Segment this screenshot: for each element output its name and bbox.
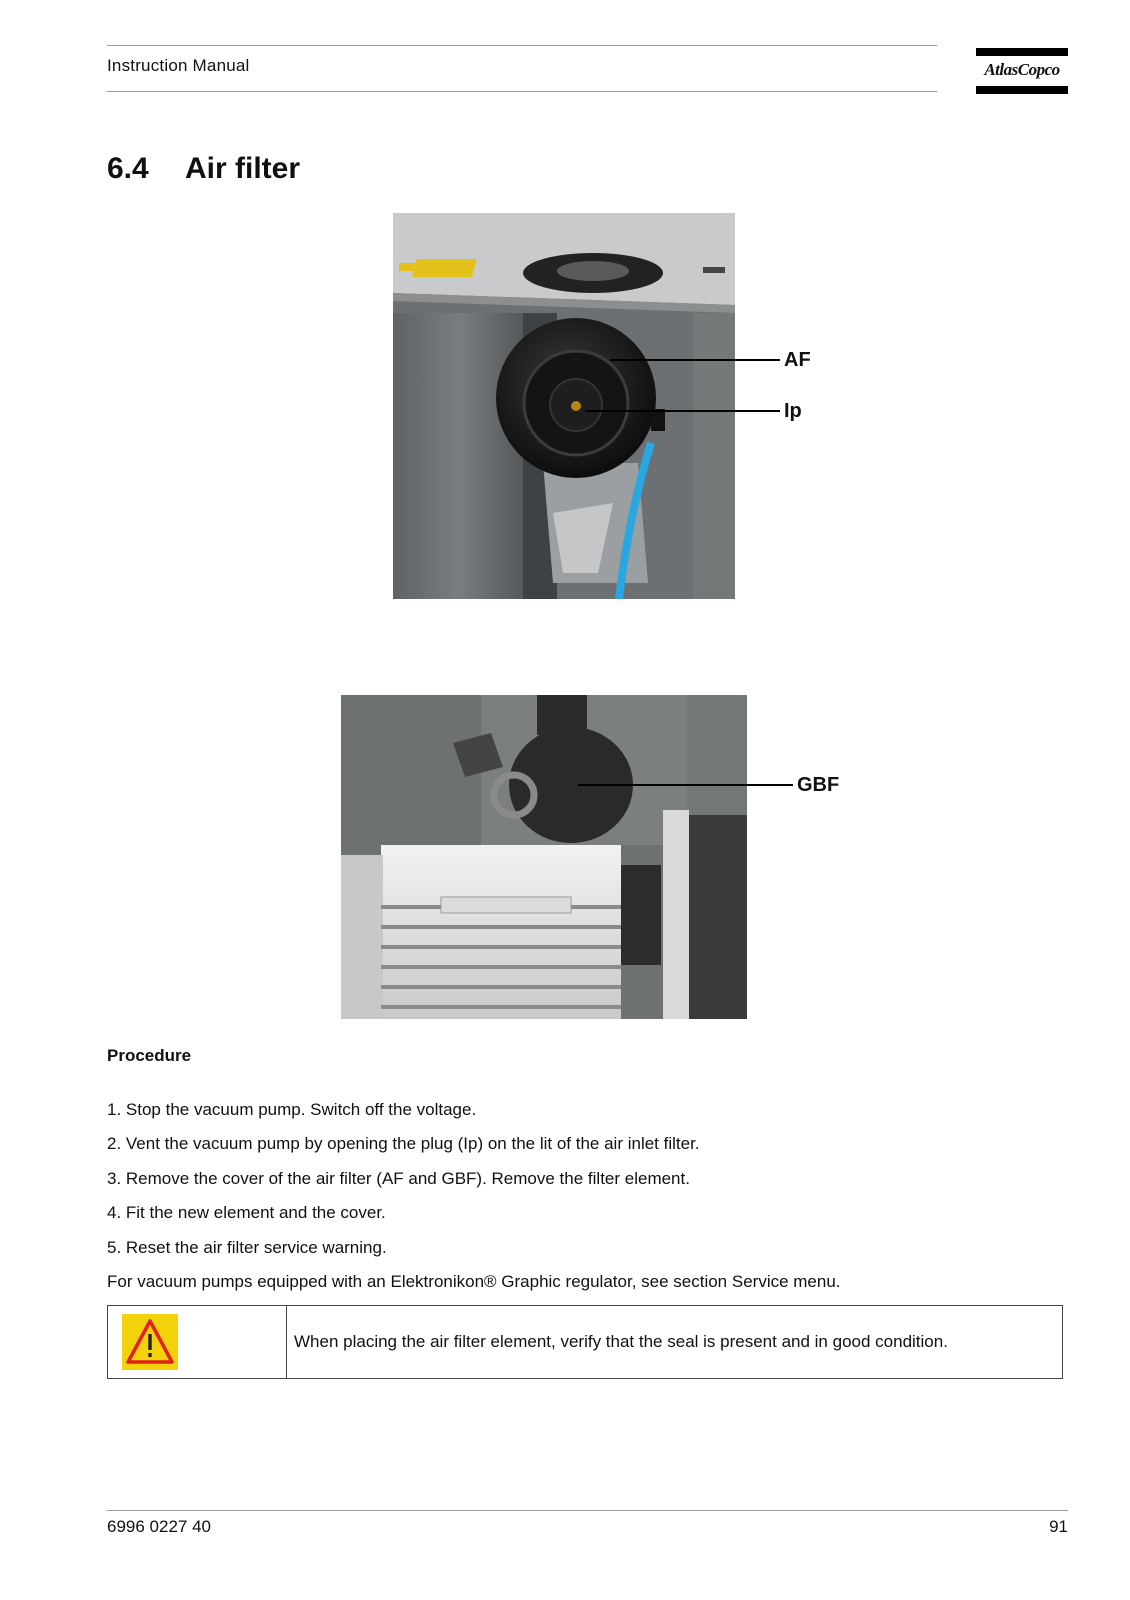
warning-icon-cell: [108, 1306, 287, 1378]
gbf-filter-illustration: [341, 695, 747, 1019]
procedure-step-5: 5. Reset the air filter service warning.: [107, 1238, 387, 1257]
section-heading: Air filter: [185, 152, 301, 185]
procedure-heading: Procedure: [107, 1046, 192, 1065]
air-filter-figure: [393, 213, 735, 599]
header-bottom-rule: [107, 91, 937, 92]
header-top-rule: [107, 45, 937, 46]
procedure-step-1: 1. Stop the vacuum pump. Switch off the voltage.: [107, 1100, 477, 1119]
warning-table: [107, 1305, 1063, 1379]
procedure-note: For vacuum pumps equipped with an Elektronikon® Graphic regulator, see section Service menu.: [107, 1272, 841, 1291]
ip-callout-label: Ip: [784, 400, 802, 422]
footer-doc-number: 6996 0227 40: [107, 1517, 211, 1536]
footer-rule: [107, 1510, 1068, 1511]
ip-callout-line: [585, 410, 780, 412]
logo-wordmark: AtlasCopco: [984, 60, 1060, 79]
procedure-step-2: 2. Vent the vacuum pump by opening the plug (Ip) on the lit of the air inlet filter.: [107, 1134, 700, 1153]
footer-page-number: 91: [1049, 1517, 1068, 1536]
af-callout-line: [610, 359, 780, 361]
air-filter-illustration: [393, 213, 735, 599]
gbf-callout-line: [578, 784, 793, 786]
gbf-filter-figure: [341, 695, 747, 1019]
section-title: [107, 152, 300, 186]
section-number: 6.4: [107, 152, 149, 185]
procedure-step-3: 3. Remove the cover of the air filter (AF and GBF). Remove the filter element.: [107, 1169, 690, 1188]
procedure-step-4: 4. Fit the new element and the cover.: [107, 1203, 386, 1222]
warning-triangle-icon: [122, 1314, 178, 1370]
af-callout-label: AF: [784, 349, 811, 371]
header-title: Instruction Manual: [107, 56, 250, 75]
gbf-callout-label: GBF: [797, 774, 840, 796]
atlas-copco-logo: [976, 48, 1068, 94]
warning-text: When placing the air filter element, verify that the seal is present and in good condition.: [294, 1332, 948, 1351]
